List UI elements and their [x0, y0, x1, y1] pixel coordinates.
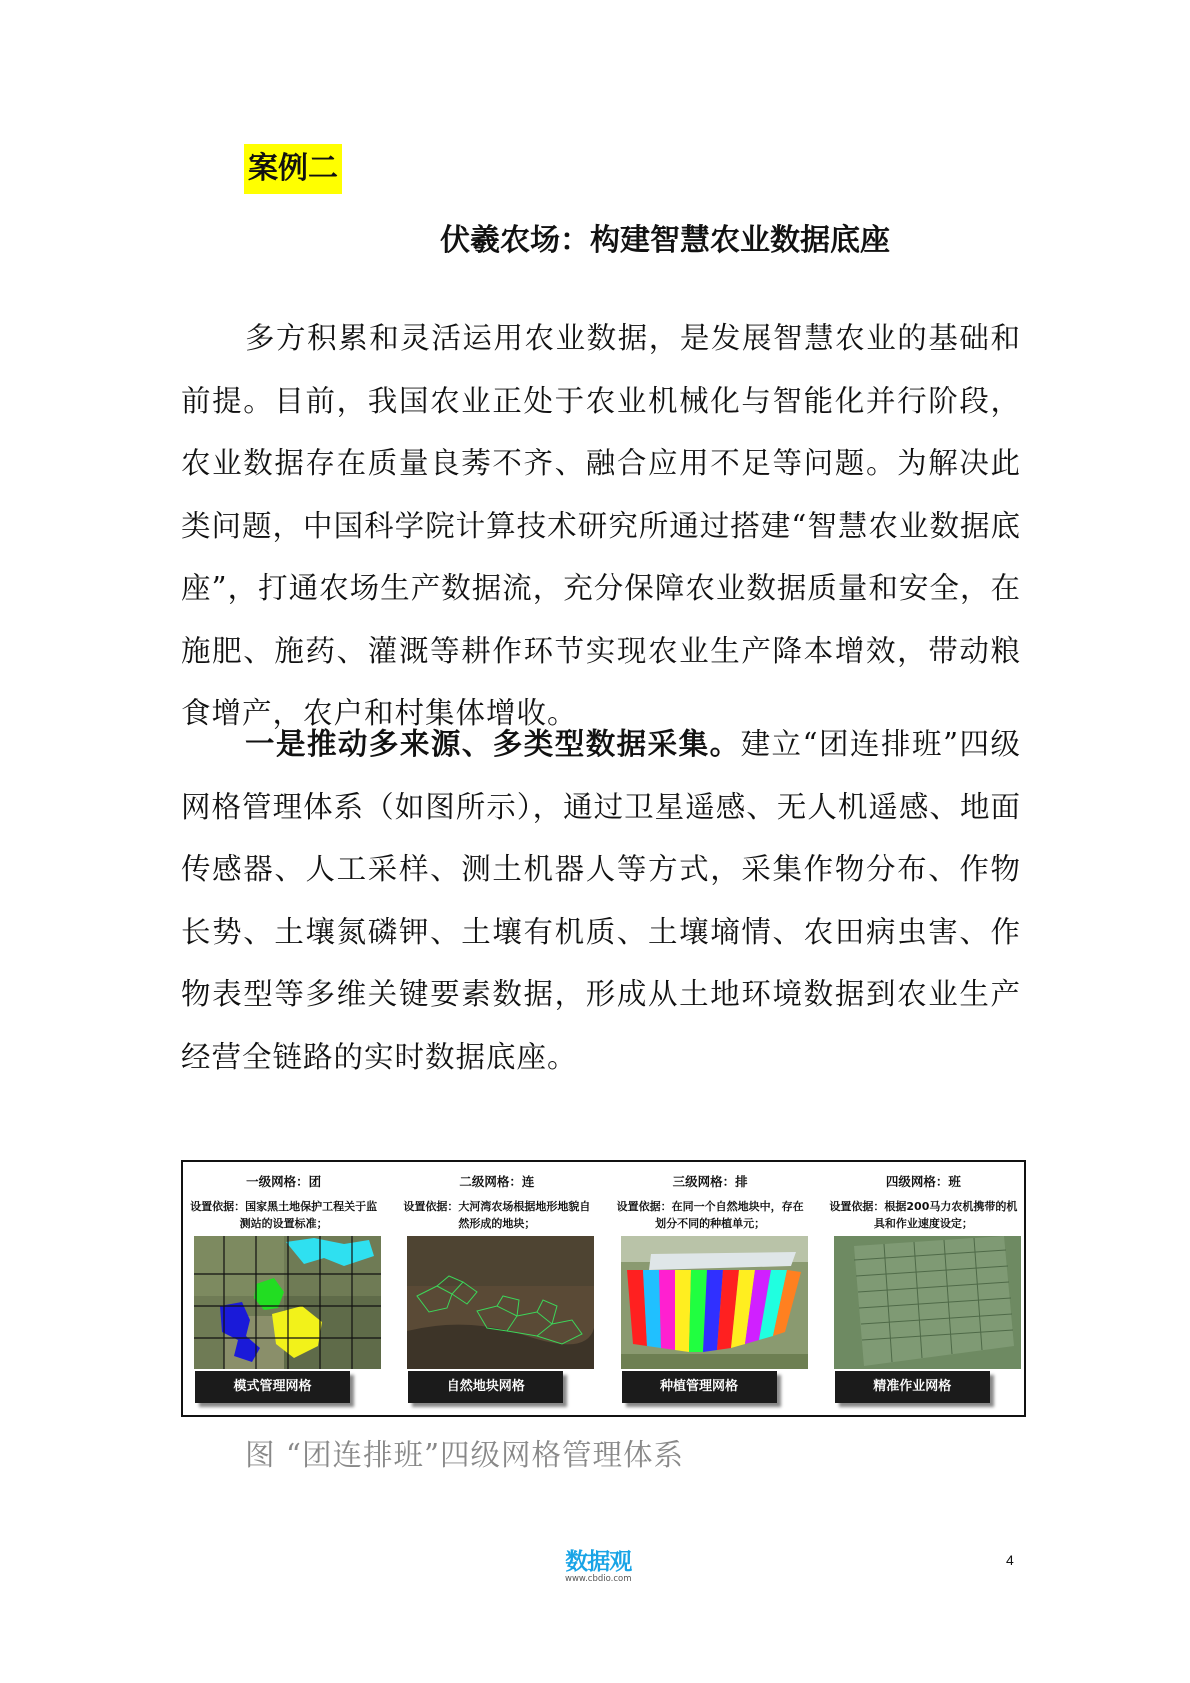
panel-description: 设置依据：大河湾农场根据地形地貌自然形成的地块； — [403, 1200, 591, 1230]
paragraph-1 — [181, 307, 1021, 745]
case-label: 案例二 — [244, 144, 342, 194]
panel-button: 种植管理网格 — [622, 1371, 777, 1403]
figure-panel-1 — [189, 1166, 378, 1411]
panel-button: 模式管理网格 — [195, 1371, 350, 1403]
figure-panel-2 — [402, 1166, 591, 1411]
article-title: 伏羲农场：构建智慧农业数据底座 — [440, 223, 890, 258]
paragraph-2-body: 建立“团连排班”四级网格管理体系（如图所示），通过卫星遥感、无人机遥感、地面传感器、人工采样、测土机器人等方式，采集作物分布、作物长势、土壤氮磷钾、土壤有机质、土壤墒情、农田病虫害、作物表型等多维关键要素数据，形成从土地环境数据到农业生产经营全链路的实时数据底座。 — [181, 727, 1021, 1074]
panel-title: 三级网格：排 — [672, 1174, 748, 1189]
precision-operation-map-icon — [834, 1236, 1021, 1369]
natural-plot-map-icon — [407, 1236, 594, 1369]
panel-description: 设置依据：国家黑土地保护工程关于监测站的设置标准； — [190, 1200, 378, 1230]
panel-title: 四级网格：班 — [885, 1174, 961, 1189]
paragraph-2-lead: 一是推动多来源、多类型数据采集。 — [245, 727, 741, 761]
logo-url: www.cbdio.com — [565, 1574, 632, 1584]
panel-title: 二级网格：连 — [459, 1174, 535, 1189]
panel-button: 自然地块网格 — [408, 1371, 563, 1403]
figure-panel-3 — [616, 1166, 805, 1411]
paragraph-1-text: 多方积累和灵活运用农业数据，是发展智慧农业的基础和前提。目前，我国农业正处于农业机械化与智能化并行阶段，农业数据存在质量良莠不齐、融合应用不足等问题。为解决此类问题，中国科学院计算技术研究所通过搭建“智慧农业数据底座”，打通农场生产数据流，充分保障农业数据质量和安全，在施肥、施药、灌溉等耕作环节实现农业生产降本增效，带动粮食增产，农户和村集体增收。 — [181, 321, 1021, 730]
panel-button: 精准作业网格 — [835, 1371, 990, 1403]
paragraph-2-text — [181, 713, 1021, 1088]
figure-panel-4 — [829, 1166, 1018, 1411]
logo — [565, 1550, 632, 1584]
planting-unit-map-icon — [621, 1236, 808, 1369]
panel-description: 设置依据：在同一个自然地块中，存在划分不同的种植单元； — [616, 1200, 804, 1230]
page-number: 4 — [1006, 1552, 1014, 1568]
panel-description: 设置依据：根据200马力农机携带的机具和作业速度设定； — [829, 1200, 1018, 1230]
panel-title: 一级网格：团 — [246, 1174, 322, 1189]
logo-main-text: 数据观 — [565, 1549, 632, 1575]
figure-caption: 图 “团连排班”四级网格管理体系 — [245, 1438, 685, 1472]
grid-management-figure — [181, 1160, 1026, 1417]
paragraph-2 — [181, 713, 1021, 1088]
satellite-grid-map-icon — [194, 1236, 381, 1369]
